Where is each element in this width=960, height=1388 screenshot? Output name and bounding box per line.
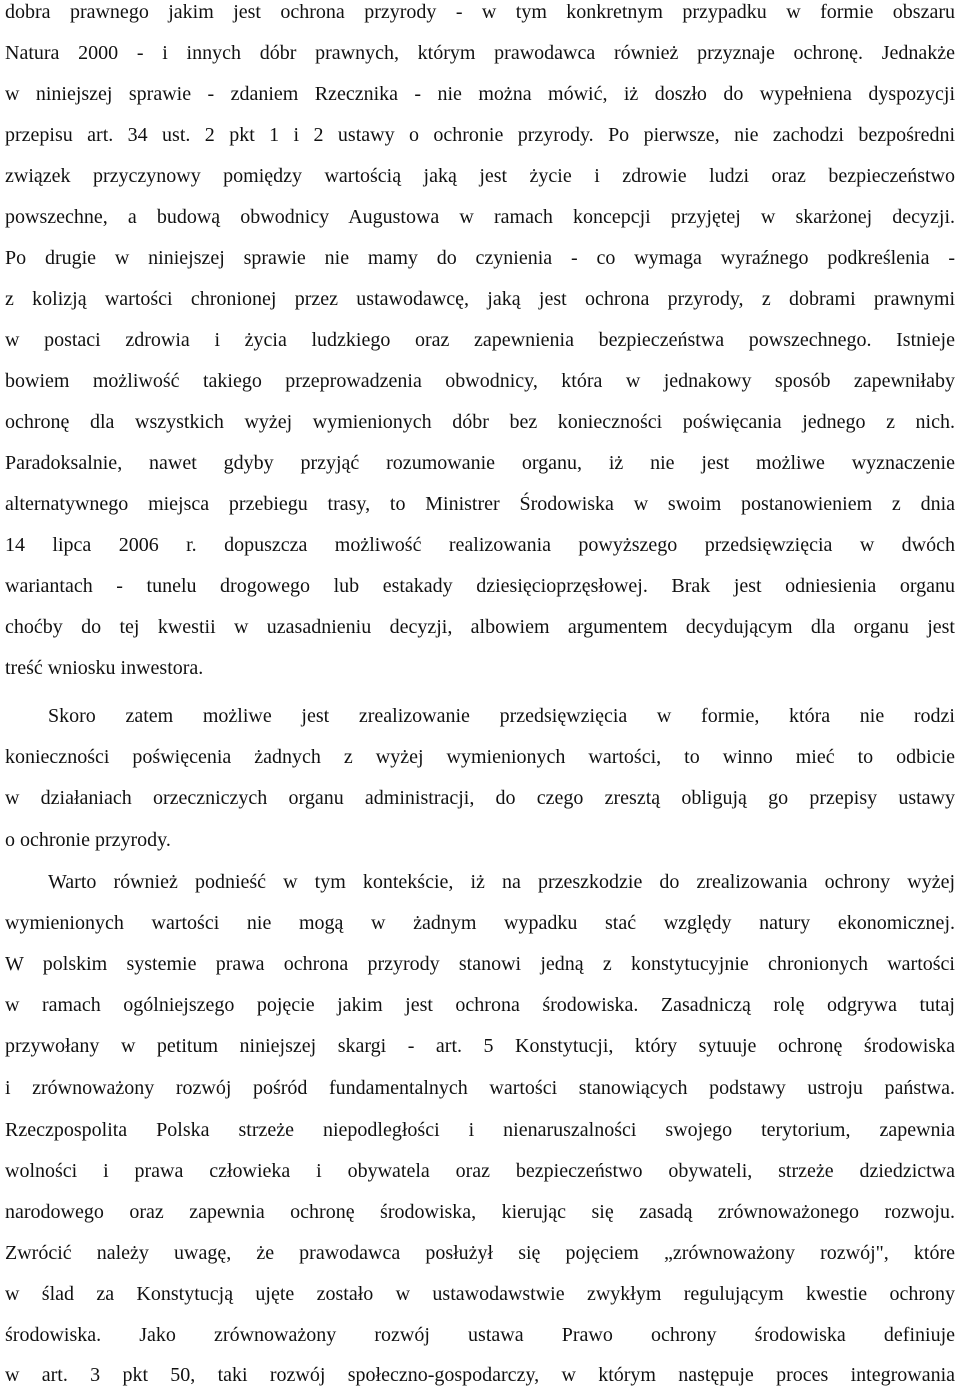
text-line: wariantach - tunelu drogowego lub estakady dziesięcioprzęsłowej. Brak jest odniesienia organu: [5, 575, 955, 597]
text-line: w postaci zdrowia i życia ludzkiego oraz zapewnienia bezpieczeństwa powszechnego. Istnieje: [5, 329, 955, 351]
text-line: z kolizją wartości chronionej przez ustawodawcę, jaką jest ochrona przyrody, z dobrami prawnymi: [5, 288, 955, 310]
paragraph-first-line: Warto również podnieść w tym kontekście, iż na przeszkodzie do zrealizowania ochrony wyżej: [48, 871, 955, 893]
text-line: alternatywnego miejsca przebiegu trasy, to Ministrer Środowiska w swoim postanowieniem z dnia: [5, 493, 955, 515]
text-line: w ramach ogólniejszego pojęcie jakim jest ochrona środowiska. Zasadniczą rolę odgrywa tutaj: [5, 994, 955, 1016]
text-line: treść wniosku inwestora.: [5, 657, 204, 679]
text-line: w art. 3 pkt 50, taki rozwój społeczno-gospodarczy, w którym następuje proces integrowania: [5, 1364, 955, 1386]
text-line: 14 lipca 2006 r. dopuszcza możliwość realizowania powyższego przedsięwzięcia w dwóch: [5, 534, 955, 556]
text-line: przepisu art. 34 ust. 2 pkt 1 i 2 ustawy o ochronie przyrody. Po pierwsze, nie zachodzi bezpośredni: [5, 124, 955, 146]
text-line: przywołany w petitum niniejszej skargi - art. 5 Konstytucji, który sytuuje ochronę środowiska: [5, 1035, 955, 1057]
text-line: związek przyczynowy pomiędzy wartością jaką jest życie i zdrowie ludzi oraz bezpieczeństwo: [5, 165, 955, 187]
text-line: Zwrócić należy uwagę, że prawodawca posłużył się pojęciem „zrównoważony rozwój", które: [5, 1242, 955, 1264]
text-line: narodowego oraz zapewnia ochronę środowiska, kierując się zasadą zrównoważonego rozwoju.: [5, 1201, 955, 1223]
text-line: i zrównoważony rozwój pośród fundamentalnych wartości stanowiących podstawy ustroju państwa.: [5, 1077, 955, 1099]
text-line: bowiem możliwość takiego przeprowadzenia obwodnicy, która w jednakowy sposób zapewniłaby: [5, 370, 955, 392]
text-line: ochronę dla wszystkich wyżej wymienionych dóbr bez konieczności poświęcania jednego z nich.: [5, 411, 955, 433]
text-line: wymienionych wartości nie mogą w żadnym wypadku stać względy natury ekonomicznej.: [5, 912, 955, 934]
text-line: środowiska. Jako zrównoważony rozwój ustawa Prawo ochrony środowiska definiuje: [5, 1324, 955, 1346]
text-line: w ślad za Konstytucją ujęte zostało w ustawodawstwie zwykłym regulującym kwestie ochrony: [5, 1283, 955, 1305]
text-line: choćby do tej kwestii w uzasadnieniu decyzji, albowiem argumentem decydującym dla organu jest: [5, 616, 955, 638]
text-line: powszechne, a budową obwodnicy Augustowa w ramach koncepcji przyjętej w skarżonej decyzji.: [5, 206, 955, 228]
text-line: w działaniach orzeczniczych organu administracji, do czego zresztą obligują go przepisy ustawy: [5, 787, 955, 809]
text-line: w niniejszej sprawie - zdaniem Rzecznika - nie można mówić, iż doszło do wypełniena dyspozycji: [5, 83, 955, 105]
text-line: o ochronie przyrody.: [5, 829, 171, 851]
paragraph-first-line: Skoro zatem możliwe jest zrealizowanie przedsięwzięcia w formie, która nie rodzi: [48, 705, 955, 727]
text-line: wolności i prawa człowieka i obywatela oraz bezpieczeństwo obywateli, strzeże dziedzictwa: [5, 1160, 955, 1182]
text-line: Paradoksalnie, nawet gdyby przyjąć rozumowanie organu, iż nie jest możliwe wyznaczenie: [5, 452, 955, 474]
text-line: dobra prawnego jakim jest ochrona przyrody - w tym konkretnym przypadku w formie obszaru: [5, 1, 955, 23]
text-line: Po drugie w niniejszej sprawie nie mamy do czynienia - co wymaga wyraźnego podkreślenia -: [5, 247, 955, 269]
text-line: Natura 2000 - i innych dóbr prawnych, którym prawodawca również przyznaje ochronę. Jednakże: [5, 42, 955, 64]
text-line: konieczności poświęcenia żadnych z wyżej wymienionych wartości, to winno mieć to odbicie: [5, 746, 955, 768]
text-line: Rzeczpospolita Polska strzeże niepodległości i nienaruszalności swojego terytorium, zapewnia: [5, 1119, 955, 1141]
text-line: W polskim systemie prawa ochrona przyrody stanowi jedną z konstytucyjnie chronionych wartości: [5, 953, 955, 975]
